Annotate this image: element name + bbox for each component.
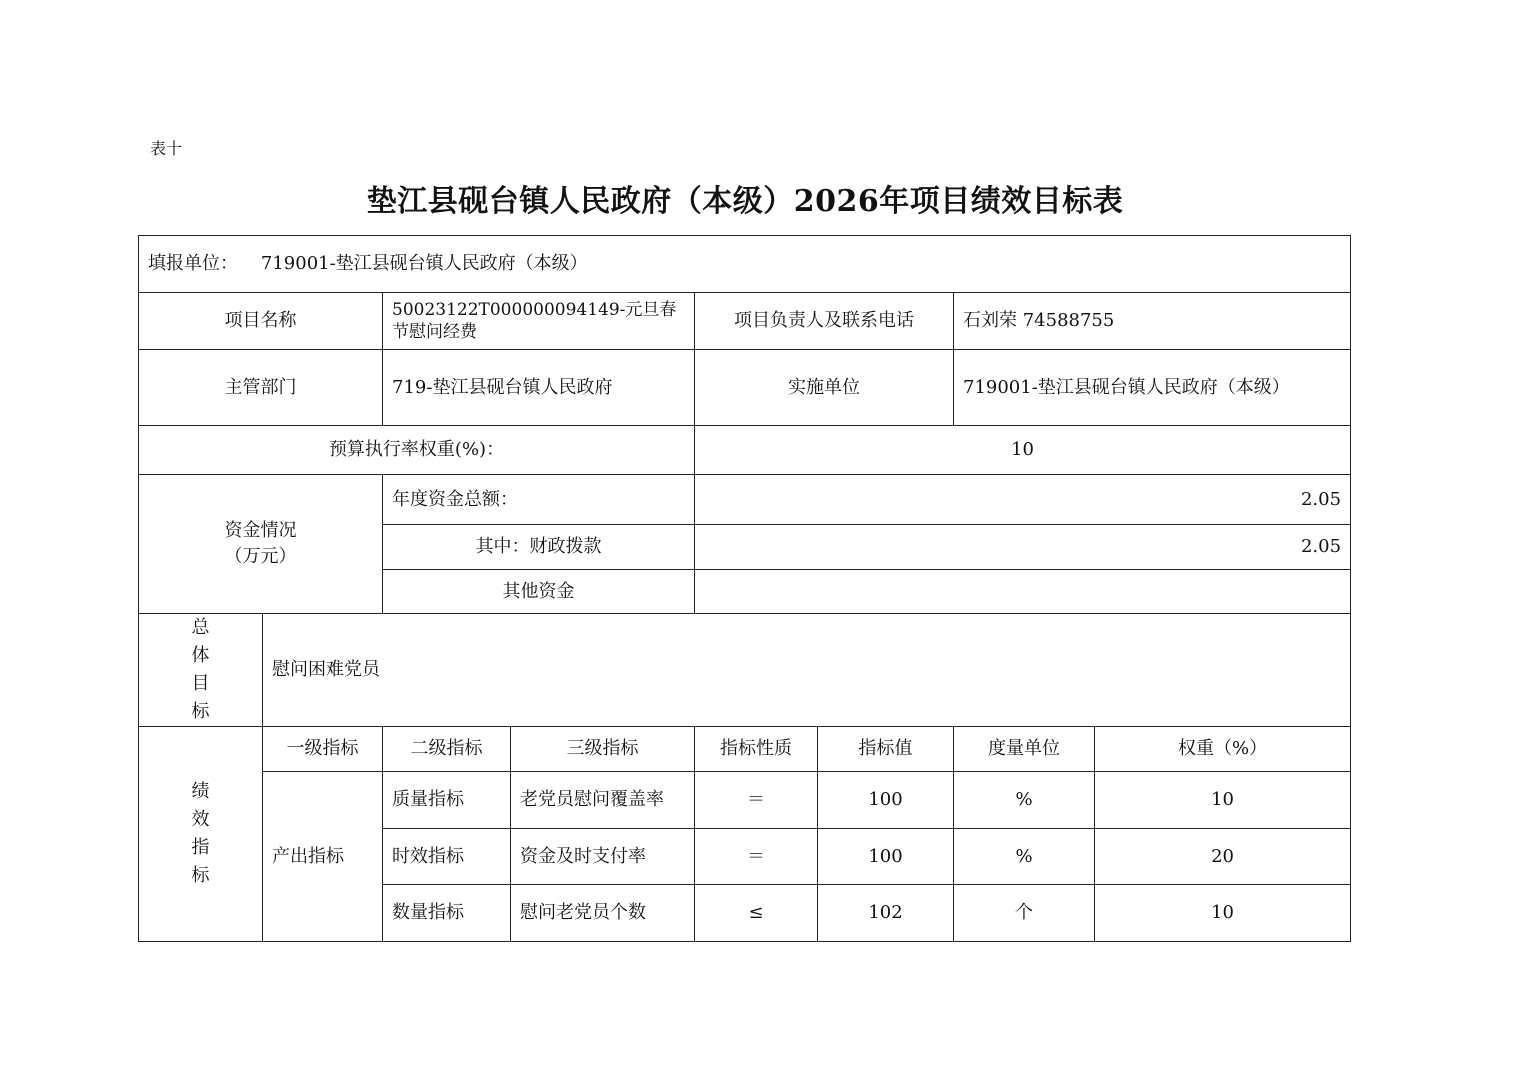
header-level3: 三级指标: [511, 727, 695, 772]
indicators-label-char: 指: [191, 837, 210, 858]
goal-row: [139, 614, 1351, 727]
header-level2: 二级指标: [383, 727, 511, 772]
funds-label-line1: 资金情况: [224, 520, 297, 541]
indicator-value: 100: [818, 829, 954, 885]
indicator-unit: %: [954, 829, 1095, 885]
dept-row: [139, 350, 1351, 426]
funds-other-label: 其他资金: [383, 570, 695, 614]
indicator-value: 100: [818, 772, 954, 829]
indicator-nature: ＝: [695, 829, 818, 885]
unit-cell: [139, 236, 1351, 293]
goal-label-char: 目: [191, 673, 210, 694]
level3-indicator: 资金及时支付率: [511, 829, 695, 885]
contact-label: 项目负责人及联系电话: [695, 293, 954, 350]
page-title: 垫江县砚台镇人民政府（本级）2026年项目绩效目标表: [366, 184, 1124, 219]
funds-total-value: 2.05: [695, 475, 1351, 525]
indicator-unit: %: [954, 772, 1095, 829]
budget-rate-row: [139, 426, 1351, 475]
goal-label-char: 标: [191, 701, 210, 722]
indicator-weight: 10: [1095, 772, 1351, 829]
goal-label: [139, 614, 263, 727]
header-weight: 权重（%）: [1095, 727, 1351, 772]
level2-indicator: 时效指标: [383, 829, 511, 885]
funds-total-row: [139, 475, 1351, 525]
budget-rate-value: 10: [695, 426, 1351, 475]
funds-fiscal-value: 2.05: [695, 525, 1351, 570]
contact-value: 石刘荣 74588755: [954, 293, 1351, 350]
indicators-label: [139, 727, 263, 942]
indicator-value: 102: [818, 885, 954, 942]
indicator-weight: 10: [1095, 885, 1351, 942]
table-row: [139, 772, 1351, 829]
impl-label: 实施单位: [695, 350, 954, 426]
project-row: [139, 293, 1351, 350]
goal-label-char: 体: [191, 645, 210, 666]
funds-total-label: 年度资金总额：: [383, 475, 695, 525]
level2-indicator: 数量指标: [383, 885, 511, 942]
level3-indicator: 慰问老党员个数: [511, 885, 695, 942]
unit-row: [139, 236, 1351, 293]
level3-indicator: 老党员慰问覆盖率: [511, 772, 695, 829]
indicator-nature: ＝: [695, 772, 818, 829]
indicator-weight: 20: [1095, 829, 1351, 885]
dept-value: 719-垫江县砚台镇人民政府: [383, 350, 695, 426]
indicator-nature: ≤: [695, 885, 818, 942]
indicators-label-char: 绩: [191, 781, 210, 802]
dept-label: 主管部门: [139, 350, 383, 426]
project-name-value: 50023122T000000094149-元旦春节慰问经费: [383, 293, 695, 350]
funds-label: [139, 475, 383, 614]
header-level1: 一级指标: [263, 727, 383, 772]
header-value: 指标值: [818, 727, 954, 772]
unit-value: 719001-垫江县砚台镇人民政府（本级）: [260, 253, 588, 274]
budget-rate-label: 预算执行率权重(%)：: [139, 426, 695, 475]
indicators-label-char: 标: [191, 865, 210, 886]
header-unit: 度量单位: [954, 727, 1095, 772]
goal-label-char: 总: [191, 617, 210, 638]
indicator-unit: 个: [954, 885, 1095, 942]
goal-value: 慰问困难党员: [263, 614, 1351, 727]
performance-table: [138, 235, 1351, 942]
project-name-label: 项目名称: [139, 293, 383, 350]
funds-label-line2: （万元）: [224, 546, 297, 567]
table-number: 表十: [150, 139, 183, 158]
level1-indicator: 产出指标: [263, 772, 383, 942]
funds-other-value: [695, 570, 1351, 614]
level2-indicator: 质量指标: [383, 772, 511, 829]
header-nature: 指标性质: [695, 727, 818, 772]
indicator-header-row: [139, 727, 1351, 772]
funds-fiscal-label: 其中：财政拨款: [383, 525, 695, 570]
impl-value: 719001-垫江县砚台镇人民政府（本级）: [954, 350, 1351, 426]
unit-label: 填报单位：: [148, 253, 238, 274]
indicators-label-char: 效: [191, 809, 210, 830]
